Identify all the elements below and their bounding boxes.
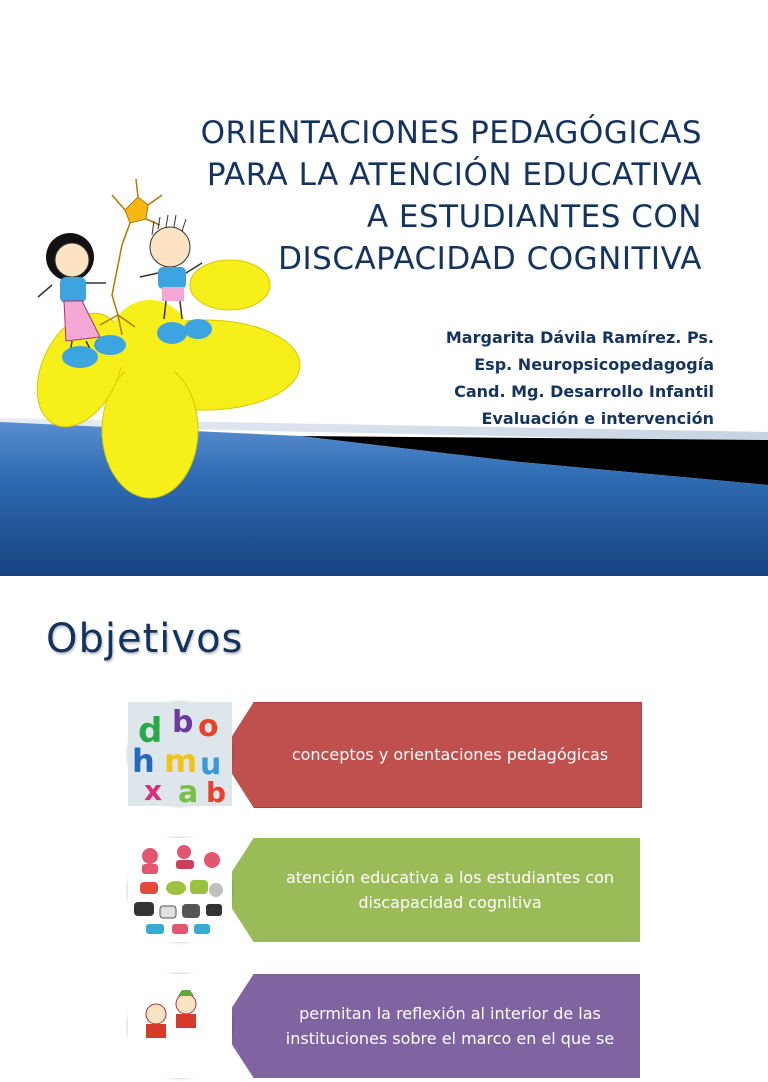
objective-item [128, 702, 640, 810]
objectives-slide [0, 576, 768, 1048]
objective-text: conceptos y orientaciones pedagógicas [291, 744, 609, 764]
subtitle-line: Margarita Dávila Ramírez. Ps. [445, 328, 714, 347]
slide-heading: Objetivos [46, 616, 244, 662]
title-line: ORIENTACIONES PEDAGÓGICAS [200, 115, 702, 151]
subtitle-line: Evaluación e intervención [481, 409, 714, 428]
svg-text:h: h [132, 742, 155, 780]
objective-item [128, 974, 640, 1078]
svg-text:b: b [172, 705, 194, 740]
objective-item [128, 838, 640, 942]
objective-text: permitan la reflexión al interior de las instituciones sobre el marco en el que se [285, 1004, 615, 1048]
subtitle-line: Cand. Mg. Desarrollo Infantil [454, 382, 714, 401]
children-cartoon-image [128, 974, 232, 1078]
author-subtitle [446, 324, 714, 432]
children-figures-image [128, 838, 232, 942]
svg-text:o: o [198, 709, 219, 744]
subtitle-line: Esp. Neuropsicopedagogía [474, 355, 714, 374]
svg-text:u: u [200, 747, 222, 782]
svg-text:a: a [178, 775, 199, 810]
svg-text:b: b [206, 776, 227, 809]
svg-text:d: d [138, 711, 163, 751]
title-line: DISCAPACIDAD COGNITIVA [278, 241, 702, 277]
objective-text: atención educativa a los estudiantes con discapacidad cognitiva [285, 868, 615, 912]
title-line: PARA LA ATENCIÓN EDUCATIVA [206, 157, 702, 193]
colorful-letters-image [128, 702, 232, 810]
svg-text:m: m [164, 742, 198, 780]
svg-text:x: x [144, 774, 163, 807]
presentation-title [142, 112, 702, 280]
title-line: A ESTUDIANTES CON [366, 199, 702, 235]
